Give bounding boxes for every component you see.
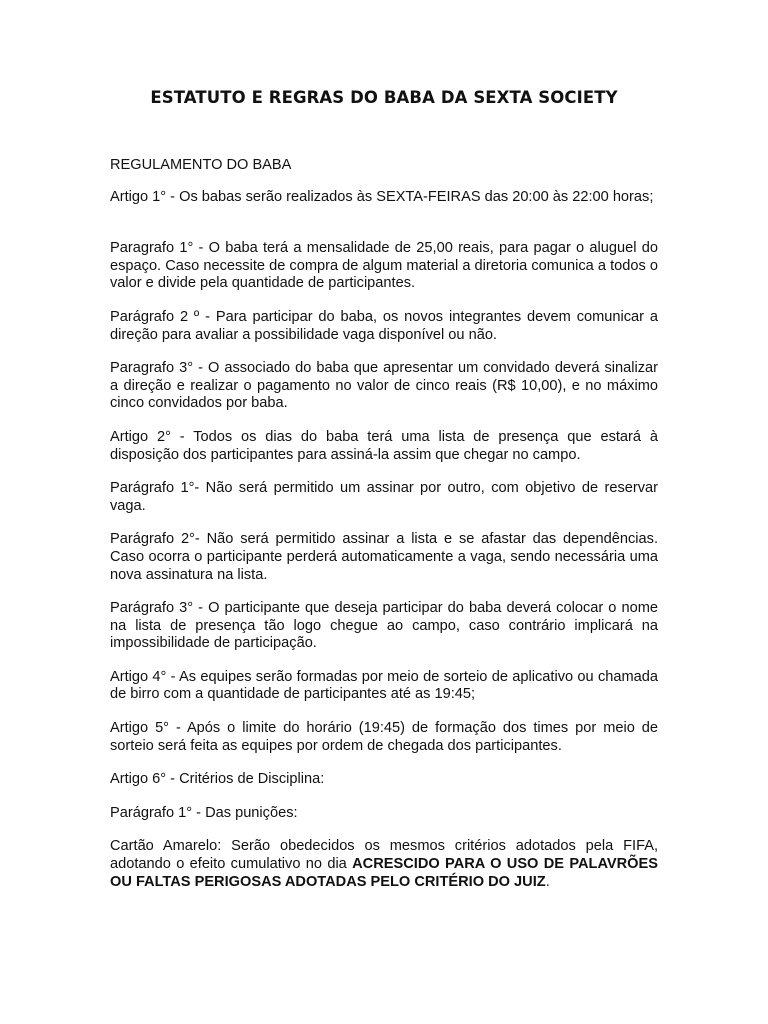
paragraph-artigo-2-paragrafo-3: Parágrafo 3° - O participante que deseja participar do baba deverá colocar o nome na lista de presença tão logo chegue ao campo, caso contrário implicará na impossibilidade de participação. [110,600,658,652]
paragraph-artigo-1-paragrafo-1: Paragrafo 1° - O baba terá a mensalidade de 25,00 reais, para pagar o aluguel do espaço. Caso necessite de compra de algum material a diretoria comunica a todos o valor e divide pela quantidade de participantes. [110,240,658,292]
paragraph-artigo-4: Artigo 4° - As equipes serão formadas por meio de sorteio de aplicativo ou chamada de birro com a quantidade de participantes até as 19:45; [110,668,658,703]
paragraph-artigo-6: Artigo 6° - Critérios de Disciplina: [110,771,325,788]
paragraph-cartao-amarelo [110,838,658,891]
paragraph-artigo-1: Artigo 1° - Os babas serão realizados às SEXTA-FEIRAS das 20:00 às 22:00 horas; [110,188,654,205]
cartao-amarelo-emphasis: ACRESCIDO PARA O USO DE PALAVRÕES OU FALTAS PERIGOSAS ADOTADAS PELO CRITÉRIO DO JUIZ [110,856,658,890]
paragraph-artigo-1-paragrafo-2: Parágrafo 2 º - Para participar do baba, os novos integrantes devem comunicar a direção para avaliar a possibilidade vaga disponível ou não. [110,308,658,343]
paragraph-artigo-6-paragrafo-1: Parágrafo 1° - Das punições: [110,804,298,821]
document-title: ESTATUTO E REGRAS DO BABA DA SEXTA SOCIETY [150,88,618,107]
cartao-amarelo-tail: . [545,873,550,890]
section-heading: REGULAMENTO DO BABA [110,157,292,173]
cartao-amarelo-text: Cartão Amarelo: Serão obedecidos os mesmos critérios adotados pela FIFA, adotando o efeito cumulativo no dia [110,838,658,873]
document-body [110,157,658,907]
paragraph-artigo-1-paragrafo-3: Paragrafo 3° - O associado do baba que apresentar um convidado deverá sinalizar a direção e realizar o pagamento no valor de cinco reais (R$ 10,00), e no máximo cinco convidados por baba. [110,360,658,412]
paragraph-artigo-5: Artigo 5° - Após o limite do horário (19:45) de formação dos times por meio de sorteio será feita as equipes por ordem de chegada dos participantes. [110,720,658,754]
paragraph-artigo-2: Artigo 2° - Todos os dias do baba terá uma lista de presença que estará à disposição dos participantes para assiná-la assim que chegar no campo. [110,428,658,463]
paragraph-artigo-2-paragrafo-1: Parágrafo 1°- Não será permitido um assinar por outro, com objetivo de reservar vaga. [110,480,658,514]
paragraph-artigo-2-paragrafo-2: Parágrafo 2°- Não será permitido assinar a lista e se afastar das dependências. Caso ocorra o participante perderá automaticamente a vaga, sendo necessária uma nova assinatura na lista. [110,531,658,583]
